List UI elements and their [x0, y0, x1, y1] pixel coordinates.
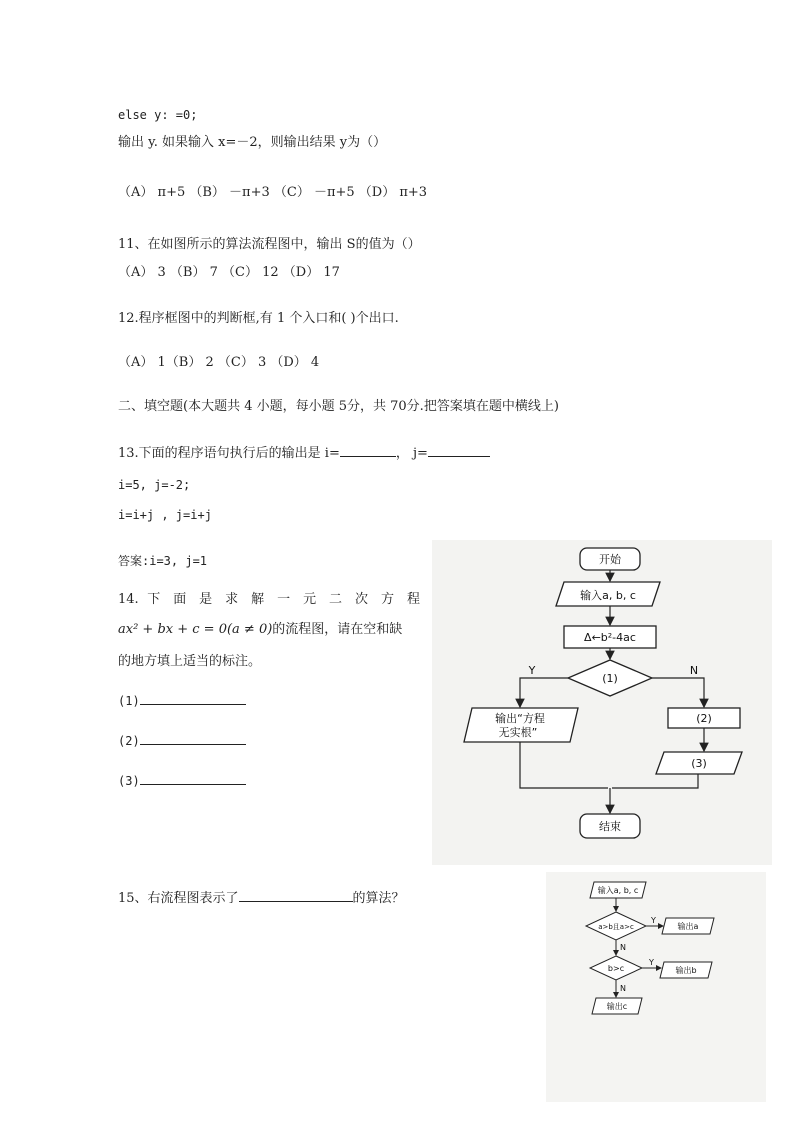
- no-label: N: [689, 664, 699, 677]
- output-c-label: 输出c: [606, 1002, 628, 1011]
- end-label: 结束: [599, 820, 621, 833]
- blank-label-1: (1): [118, 694, 140, 708]
- blank-label-3: (3): [118, 774, 140, 788]
- q13-prefix: 13.下面的程序语句执行后的输出是 i=: [118, 446, 340, 461]
- code-line-2: i=i+j , j=i+j: [118, 508, 212, 522]
- q13-answer: 答案:i=3, j=1: [118, 554, 208, 568]
- q10-output-line: 输出 y. 如果输入 x=－2，则输出结果 y为（）: [118, 135, 387, 150]
- assign-label: Δ←b²-4ac: [584, 631, 636, 644]
- decision-1-label: a>b且a>c: [598, 923, 634, 931]
- q14-line-3: 的地方填上适当的标注。: [118, 654, 262, 669]
- q14-blank-3: [118, 772, 246, 790]
- q14-line-2-text: 的流程图，请在空和缺: [272, 622, 403, 637]
- no-label-1: N: [620, 943, 626, 952]
- q14-line-1: 14. 下 面 是 求 解 一 元 二 次 方 程: [118, 592, 420, 607]
- answer-blank-1: [140, 692, 246, 705]
- quadratic-flowchart: [432, 540, 772, 865]
- answer-blank-3: [140, 772, 246, 785]
- yes-label-1: Y: [651, 916, 656, 925]
- no-label-2: N: [620, 984, 626, 993]
- start-label: 开始: [599, 553, 621, 566]
- q10-options: （A） π+5 （B） －π+3 （C） －π+5 （D） π+3: [118, 185, 428, 200]
- decision-label: (1): [602, 672, 618, 685]
- q15-prefix: 15、右流程图表示了: [118, 891, 239, 906]
- q14-blank-1: [118, 692, 246, 710]
- box-3-label: (3): [691, 757, 707, 770]
- q13-mid: ， j=: [395, 446, 428, 461]
- box-2-label: (2): [696, 712, 712, 725]
- equation: ax² + bx + c = 0(a ≠ 0): [118, 622, 273, 637]
- answer-blank-15: [239, 889, 353, 902]
- max-flowchart: [546, 872, 766, 1102]
- blank-label-2: (2): [118, 734, 140, 748]
- q11-options: （A） 3 （B） 7 （C） 12 （D） 17: [118, 265, 340, 280]
- section-heading: 二、填空题(本大题共 4 小题，每小题 5分，共 70分.把答案填在题中横线上): [118, 399, 559, 414]
- scan-background-2: [546, 872, 766, 1102]
- yes-label: Y: [528, 664, 536, 677]
- q15-suffix: 的算法？: [352, 891, 405, 906]
- q13-question: [118, 444, 490, 463]
- output-a-label: 输出a: [677, 922, 699, 931]
- answer-blank-2: [140, 732, 246, 745]
- q12-options: （A） 1（B） 2 （C） 3 （D） 4: [118, 355, 320, 370]
- q12-question: 12.程序框图中的判断框,有 1 个入口和( )个出口.: [118, 311, 399, 326]
- answer-blank-i: [340, 444, 396, 457]
- q11-question: 11、在如图所示的算法流程图中，输出 S的值为（）: [118, 237, 421, 252]
- answer-blank-j: [428, 444, 490, 457]
- output-label-2: 无实根”: [498, 726, 538, 739]
- input-label: 输入a, b, c: [580, 589, 636, 602]
- code-else-line: else y: =0;: [118, 108, 198, 122]
- q14-line-2: [118, 621, 402, 639]
- output-label-1: 输出“方程: [495, 712, 545, 725]
- input-label-2: 输入a, b, c: [597, 886, 639, 895]
- output-b-label: 输出b: [675, 966, 697, 975]
- q14-blank-2: [118, 732, 246, 750]
- yes-label-2: Y: [649, 958, 654, 967]
- q15-question: [118, 889, 405, 908]
- code-line-1: i=5, j=-2;: [118, 478, 191, 492]
- decision-2-label: b>c: [607, 964, 625, 973]
